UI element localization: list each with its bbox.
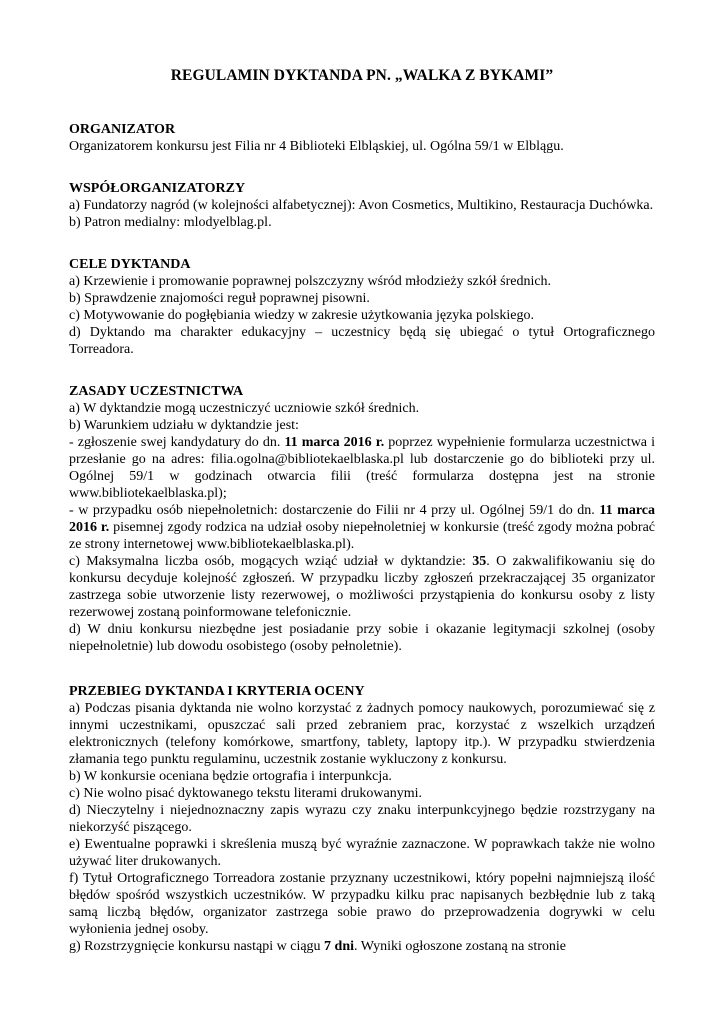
deadline-date: 11 marca 2016 r. (69, 503, 655, 535)
section-przebieg (69, 683, 655, 955)
paragraph: c) Nie wolno pisać dyktowanego tekstu literami drukowanymi. (69, 786, 423, 801)
text-run: g) Rozstrzygnięcie konkursu nastąpi w ciągu (69, 939, 325, 954)
deadline-date: 11 marca 2016 r. (284, 435, 385, 450)
paragraph: c) Motywowanie do pogłębiania wiedzy w zakresie użytkowania języka polskiego. (69, 308, 534, 323)
section-zasady (69, 383, 655, 655)
section-heading: ZASADY UCZESTNICTWA (69, 384, 244, 399)
section-organizator (69, 121, 655, 155)
paragraph: f) Tytuł Ortograficznego Torreadora zostanie przyznany uczestnikowi, który popełni najmniejszą ilość błędów spośród wszystkich uczestników. W przypadku kilku prac napisanych bezbłędnie lub z taką samą liczbą błędów, organizator zastrzega sobie prawo do przeprowadzenia dogrywki w celu wyłonienia jednej osoby. (69, 871, 655, 937)
section-heading: PRZEBIEG DYKTANDA I KRYTERIA OCENY (69, 684, 365, 699)
text-run: pisemnej zgody rodzica na udział osoby niepełnoletniej w konkursie (treść zgody można pobrać ze strony internetowej www.bibliotekaelblaska.pl). (69, 520, 655, 552)
text-run: - zgłoszenie swej kandydatury do dn. (69, 435, 285, 450)
result-period: 7 dni (324, 939, 355, 954)
paragraph: d) Nieczytelny i niejednoznaczny zapis wyrazu czy znaku interpunkcyjnego będzie rozstrzygany na niekorzyść piszącego. (69, 803, 655, 835)
paragraph: e) Ewentualne poprawki i skreślenia muszą być wyraźnie zaznaczone. W poprawkach także nie wolno używać liter drukowanych. (69, 837, 655, 869)
text-run: poprzez wypełnienie formularza uczestnictwa i przesłanie go na adres: filia.ogolna@bibliotekaelblaska.pl lub dostarczenie go do biblioteki przy ul. Ogólnej 59/1 w godzinach otwarcia filii (treść formularza dostępna jest na stronie www.bibliotekaelblaska.pl); (69, 435, 655, 501)
text-run: . Wyniki ogłoszone zostaną na stronie (354, 939, 566, 954)
paragraph: b) Sprawdzenie znajomości reguł poprawnej pisowni. (69, 291, 370, 306)
text-run: - w przypadku osób niepełnoletnich: dostarczenie do Filii nr 4 przy ul. Ogólnej 59/1 do dn. (69, 503, 600, 518)
section-heading: ORGANIZATOR (69, 122, 176, 137)
paragraph (69, 502, 655, 553)
paragraph: b) Patron medialny: mlodyelblag.pl. (69, 215, 272, 230)
section-heading: CELE DYKTANDA (69, 257, 191, 272)
paragraph: d) W dniu konkursu niezbędne jest posiadanie przy sobie i okazanie legitymacji szkolnej (osoby niepełnoletnie) lub dowodu osobistego (osoby pełnoletnie). (69, 622, 655, 654)
paragraph: b) Warunkiem udziału w dyktandzie jest: (69, 418, 299, 433)
paragraph: a) Podczas pisania dyktanda nie wolno korzystać z żadnych pomocy naukowych, porozumiewać się z innymi uczestnikami, opuszczać sali przed zebraniem prac, korzystać z wszelkich urządzeń elektronicznych (telefony komórkowe, smartfony, tablety, laptopy itp.). W przypadku stwierdzenia złamania tego punktu regulaminu, uczestnik zostanie wykluczony z konkursu. (69, 701, 655, 767)
max-participants: 35 (472, 554, 487, 569)
section-wspolorganizatorzy (69, 180, 655, 231)
paragraph: Organizatorem konkursu jest Filia nr 4 Biblioteki Elbląskiej, ul. Ogólna 59/1 w Elblągu. (69, 139, 564, 154)
paragraph: b) W konkursie oceniana będzie ortografia i interpunkcja. (69, 769, 392, 784)
paragraph: a) W dyktandzie mogą uczestniczyć uczniowie szkół średnich. (69, 401, 420, 416)
paragraph (69, 938, 655, 955)
paragraph (69, 434, 655, 502)
text-run: c) Maksymalna liczba osób, mogących wziąć udział w dyktandzie: (69, 554, 473, 569)
paragraph: d) Dyktando ma charakter edukacyjny – uczestnicy będą się ubiegać o tytuł Ortograficznego Torreadora. (69, 325, 655, 357)
section-cele (69, 256, 655, 358)
section-heading: WSPÓŁORGANIZATORZY (69, 181, 246, 196)
paragraph (69, 553, 655, 621)
paragraph: a) Fundatorzy nagród (w kolejności alfabetycznej): Avon Cosmetics, Multikino, Restauracja Duchówka. (69, 198, 654, 213)
paragraph: a) Krzewienie i promowanie poprawnej polszczyzny wśród młodzieży szkół średnich. (69, 274, 552, 289)
document-title: REGULAMIN DYKTANDA PN. „WALKA Z BYKAMI” (170, 67, 554, 84)
text-run: . O zakwalifikowaniu się do konkursu decyduje kolejność zgłoszeń. W przypadku liczby zgłoszeń przekraczającej 35 organizator zastrzega sobie utworzenie listy rezerwowej, o możliwości przystąpienia do konkursu osoby z listy rezerwowej zostaną poinformowane telefonicznie. (69, 554, 655, 620)
